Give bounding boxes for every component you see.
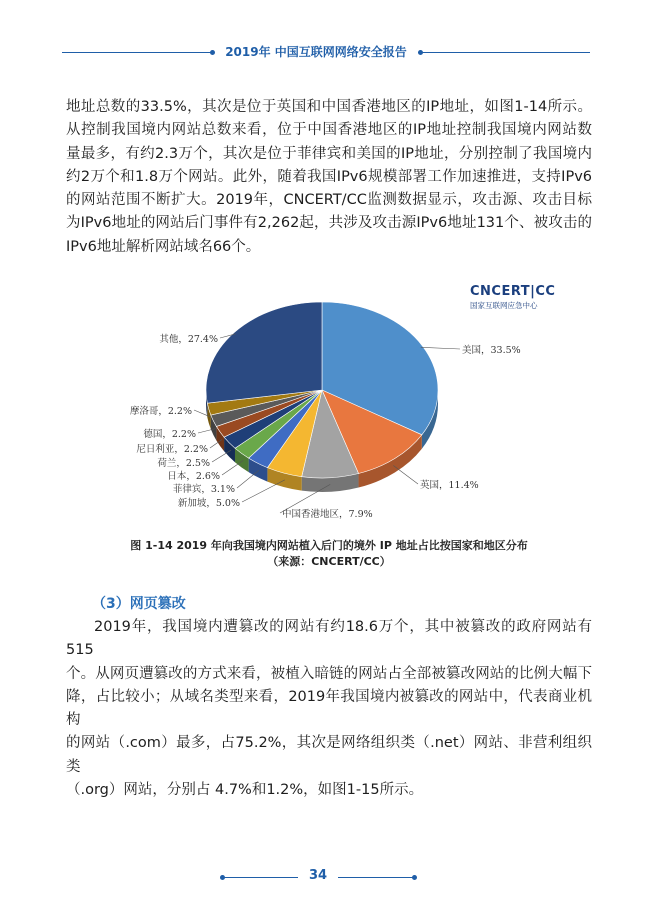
logo-text: CNCERT|CC (470, 284, 556, 299)
leader-line (212, 450, 231, 462)
slice-label: 德国，2.2% (143, 429, 196, 440)
text-line: 从控制我国境内网站总数来看，位于中国香港地区的IP地址控制我国境内网站数 (66, 122, 592, 139)
caption-line-2: （来源：CNCERT/CC） (267, 555, 391, 568)
footer-rule-right (338, 877, 414, 878)
slice-label: 摩洛哥，2.2% (129, 406, 192, 417)
pie-slice (206, 302, 322, 403)
leader-line (393, 466, 418, 484)
header-rule-right (418, 52, 590, 53)
leader-line (242, 480, 285, 502)
text-line: 为IPv6地址的网站后门事件有2,262起，共涉及攻击源IPv6地址131个、被攻击的 (66, 215, 592, 232)
footer-dot-left (220, 875, 225, 880)
slice-label: 尼日利亚，2.2% (136, 444, 208, 455)
paragraph-1 (66, 96, 592, 259)
leader-line (222, 461, 243, 475)
slice-label: 菲律宾，3.1% (172, 484, 235, 495)
page-header (0, 40, 657, 64)
text-line: 量最多，有约2.3万个，其次是位于菲律宾和美国的IP地址，分别控制了我国境内 (66, 145, 592, 162)
header-rule-left (62, 52, 214, 53)
footer-rule-left (222, 877, 298, 878)
text-line: （.org）网站，分别占 4.7%和1.2%，如图1-15所示。 (66, 782, 424, 799)
page-number: 34 (308, 868, 328, 883)
text-line: 降，占比较小；从域名类型来看，2019年我国境内被篡改的网站中，代表商业机构 (66, 688, 592, 729)
slice-label: 中国香港地区，7.9% (282, 509, 373, 520)
text-line: 地址总数的33.5%，其次是位于英国和中国香港地区的IP地址，如图1-14所示。 (66, 99, 592, 115)
text-line: 2019年，我国境内遭篡改的网站有约18.6万个，其中被篡改的政府网站有515 (66, 619, 592, 659)
slice-label: 日本，2.6% (167, 471, 220, 482)
paragraph-2 (66, 616, 592, 802)
text-line: 个。从网页遭篡改的方式来看，被植入暗链的网站占全部被篡改网站的比例大幅下 (66, 665, 592, 682)
figure-caption (66, 538, 592, 570)
logo-subtext: 国家互联网应急中心 (470, 301, 538, 310)
text-line: 约2万个和1.8万个网站。此外，随着我国IPv6规模部署工作加速推进，支持IPv6 (66, 168, 592, 185)
slice-label: 荷兰，2.5% (157, 458, 210, 469)
slice-label: 新加坡，5.0% (177, 498, 240, 509)
text-line: 的网站范围不断扩大。2019年，CNCERT/CC监测数据显示，攻击源、攻击目标 (66, 192, 592, 209)
leader-line (421, 347, 460, 349)
section-heading: （3）网页篡改 (92, 596, 186, 612)
leader-line (237, 470, 259, 488)
text-line: 的网站（.com）最多，占75.2%，其次是网络组织类（.net）网站、非营利组织类 (66, 735, 592, 775)
caption-line-1: 图 1-14 2019 年向我国境内网站植入后门的境外 IP 地址占比按国家和地区分布 (130, 539, 528, 552)
pie-chart (60, 280, 540, 530)
page-footer (0, 868, 657, 888)
slice-label: 英国，11.4% (420, 480, 479, 491)
slice-label: 其他，27.4% (159, 334, 218, 345)
slice-label: 美国，33.5% (462, 345, 521, 356)
text-line: IPv6地址解析网站域名66个。 (66, 238, 261, 255)
header-title: 2019年 中国互联网网络安全报告 (225, 45, 407, 59)
